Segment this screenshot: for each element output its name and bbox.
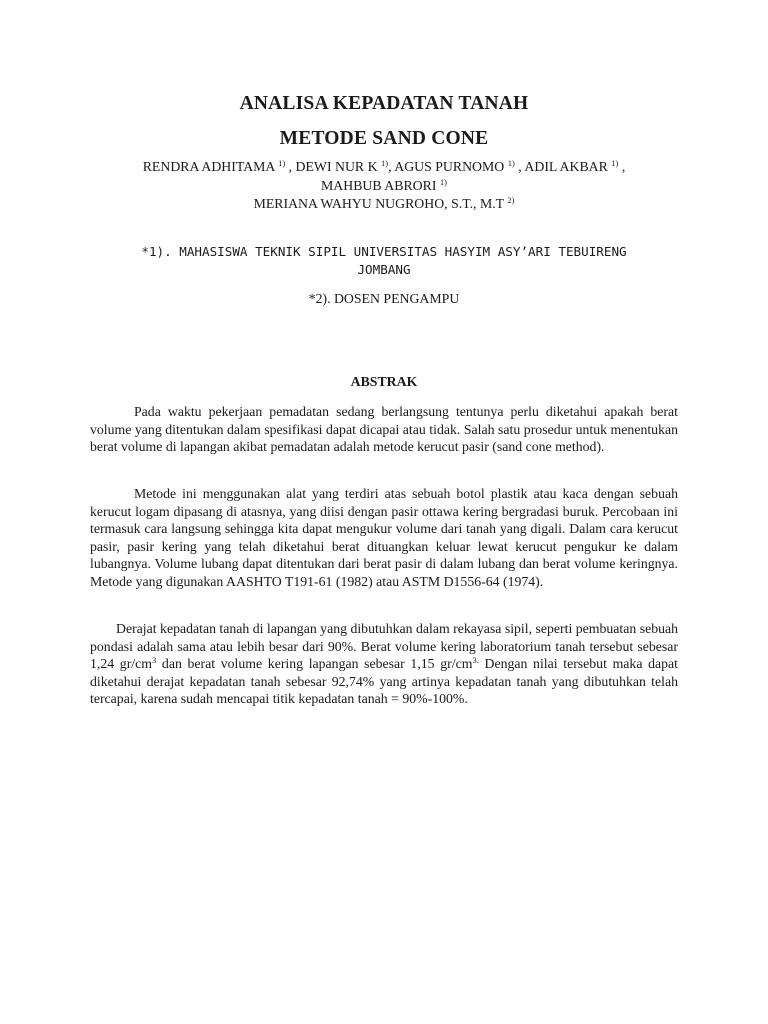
- author-name: MAHBUB ABRORI: [321, 177, 437, 193]
- paragraph-text: Metode ini menggunakan alat yang terdiri atas sebuah botol plastik atau kaca dengan sebuah kerucut logam dipasang di atasnya, yang diisi dengan pasir ottawa kering bergradasi buruk. Percobaan ini termasuk cara langsung sehingga kita dapat mengukur volume dari tanah yang digali. Dalam cara kerucut pasir, pasir kering yang telah diketahui berat dituangkan keluar lewat kerucut pengukur ke dalam lubangnya. Volume lubang dapat ditentukan dari berat pasir di dalam lubang dan berat volume keringnya. Metode yang digunakan AASHTO T191-61 (1982) atau ASTM D1556-64 (1974).: [90, 486, 678, 589]
- author-name: , ADIL AKBAR: [518, 159, 608, 174]
- author-affil-mark: 1): [381, 158, 389, 168]
- abstract-paragraph: [90, 485, 678, 590]
- superscript: 3.: [472, 655, 479, 665]
- author-list: [90, 158, 678, 214]
- abstract-paragraph: [90, 403, 678, 456]
- abstract-paragraph: [90, 620, 678, 708]
- affiliation-lecturer: *2). DOSEN PENGAMPU: [308, 291, 460, 306]
- author-separator: ,: [621, 159, 626, 174]
- paper-title-line2: METODE SAND CONE: [279, 128, 489, 149]
- author-affil-mark: 2): [507, 195, 515, 205]
- author-name: , AGUS PURNOMO: [388, 159, 505, 174]
- paragraph-text: Derajat kepadatan tanah di lapangan yang dibutuhkan dalam rekayasa sipil, seperti pembuatan sebuah pondasi adalah sama atau lebih besar dari 90%. Berat volume kering laboratorium tanah tersebut sebesar 1,24 gr/cm: [90, 621, 679, 671]
- affiliation-line: *1). MAHASISWA TEKNIK SIPIL UNIVERSITAS HASYIM ASY’ARI TEBUIRENG: [141, 244, 627, 259]
- author-affil-mark: 1): [507, 158, 515, 168]
- paragraph-text: dan berat volume kering lapangan sebesar 1,15 gr/cm: [156, 656, 473, 671]
- paragraph-text: Pada waktu pekerjaan pemadatan sedang berlangsung tentunya perlu diketahui apakah berat volume yang ditentukan dalam spesifikasi dapat dicapai atau tidak. Salah satu prosedur untuk menentukan berat volume di lapangan akibat pemadatan adalah metode kerucut pasir (sand cone method).: [90, 404, 678, 454]
- abstract-heading: ABSTRAK: [350, 374, 418, 389]
- author-name: RENDRA ADHITAMA: [142, 159, 275, 174]
- superscript: 3: [152, 655, 157, 665]
- paper-title-line1: ANALISA KEPADATAN TANAH: [239, 93, 529, 114]
- paragraph-text: Dengan nilai tersebut maka dapat diketahui derajat kepadatan tanah sebesar 92,74% yang artinya kepadatan tanah yang dibutuhkan telah tercapai, karena sudah mencapai titik kepadatan tanah = 90%-100%.: [90, 656, 678, 706]
- affiliation-line: JOMBANG: [357, 262, 411, 277]
- author-name: , DEWI NUR K: [288, 159, 378, 174]
- author-affil-mark: 1): [439, 176, 447, 187]
- author-affil-mark: 1): [278, 158, 286, 168]
- author-affil-mark: 1): [611, 158, 619, 168]
- affiliation-students: [80, 243, 688, 279]
- author-name: MERIANA WAHYU NUGROHO, S.T., M.T: [253, 196, 504, 211]
